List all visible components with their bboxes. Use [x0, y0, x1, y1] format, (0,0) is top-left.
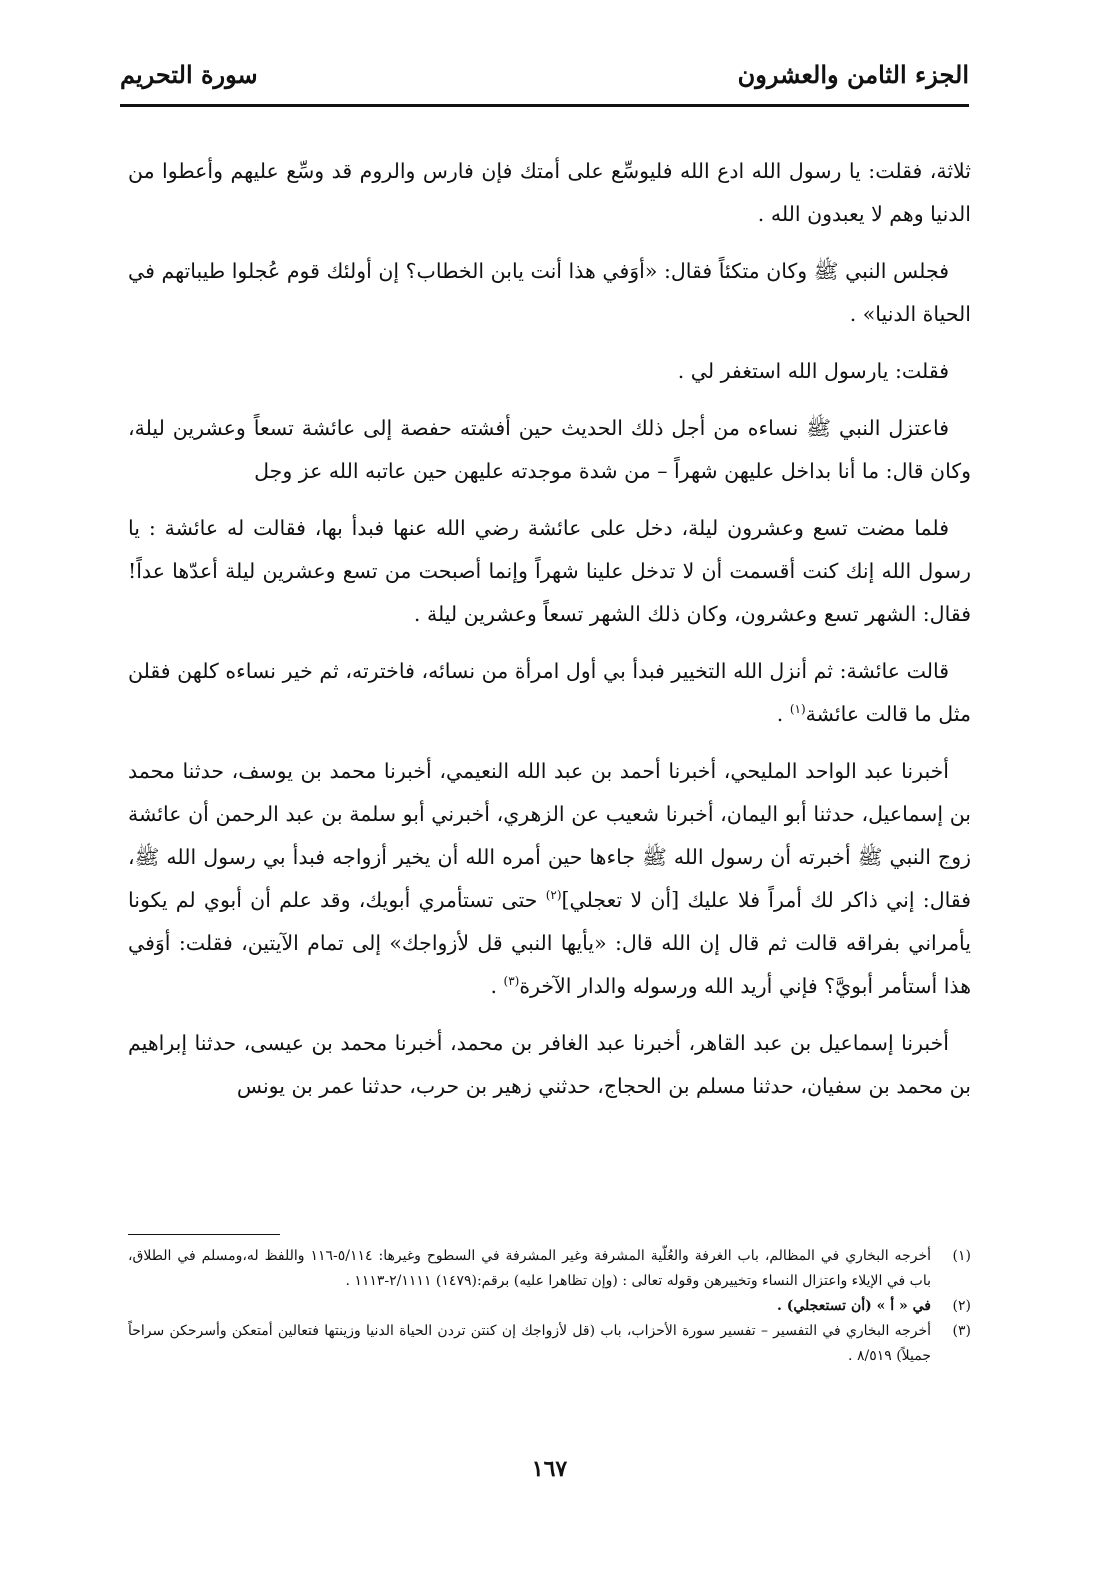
paragraph-1: ثلاثة، فقلت: يا رسول الله ادع الله فليوسِّع على أمتك فإن فارس والروم قد وسِّع عليهم وأعطوا من الدنيا وهم لا يعبدون الله . — [128, 159, 971, 226]
footnote-ref-1: (١) — [789, 702, 806, 717]
footnote-2 — [128, 1294, 971, 1319]
paragraph-7-text-a: أخبرنا عبد الواحد المليحي، أخبرنا أحمد بن عبد الله النعيمي، أخبرنا محمد بن يوسف، حدثنا محمد بن إسماعيل، حدثنا أبو اليمان، أخبرنا شعيب عن الزهري، أخبرني أبو سلمة بن عبد الرحمن أن عائشة زوج النبي ﷺ أخبرته أن رسول الله ﷺ جاءها حين أمره الله أن يخير أزواجه فبدأ بي رسول الله ﷺ، فقال: إني ذاكر لك أمراً فلا عليك [أن لا تعجلي] — [128, 759, 972, 912]
main-text — [128, 150, 971, 1122]
running-header — [120, 50, 969, 98]
footnote-ref-3: (٣) — [503, 974, 520, 989]
paragraph-3: فقلت: يارسول الله استغفر لي . — [677, 359, 949, 383]
footnote-3 — [128, 1319, 971, 1369]
footnote-text: أخرجه البخاري في المظالم، باب الغرفة والعُلّية المشرفة وغير المشرفة في السطوح وغيرها: ٥/١١٤-١١٦ واللفظ له،ومسلم في الطلاق، باب في الإيلاء واعتزال النساء وتخييرهن وقوله تعالى : (وإن تظاهرا عليه) برقم:(١٤٧٩) ٢/١١١١-١١١٣ . — [128, 1248, 931, 1289]
footnote-text: أخرجه البخاري في التفسير – تفسير سورة الأحزاب، باب (قل لأزواجك إن كنتن تردن الحياة الدنيا وزينتها فتعالين أمتعكن وأسرحكن سراحاً جميلاً) ٨/٥١٩ . — [128, 1323, 931, 1364]
footnote-divider — [128, 1234, 280, 1235]
paragraph-6-text: قالت عائشة: ثم أنزل الله التخيير فبدأ بي أول امرأة من نسائه، فاخترته، ثم خير نساءه كلهن فقلن مثل ما قالت عائشة — [128, 659, 971, 726]
paragraph-2: فجلس النبي ﷺ وكان متكئاً فقال: «أوَفي هذا أنت يابن الخطاب؟ إن أولئك قوم عُجلوا طيباتهم في الحياة الدنيا» . — [128, 259, 971, 326]
paragraph-6-end: . — [776, 702, 790, 726]
footnotes — [128, 1244, 971, 1369]
paragraph-7-end: . — [490, 974, 504, 998]
paragraph-5: فلما مضت تسع وعشرون ليلة، دخل على عائشة رضي الله عنها فبدأ بها، فقالت له عائشة : يا رسول الله إنك كنت أقسمت أن لا تدخل علينا شهراً وإنما أصبحت من تسع وعشرين ليلة أعدّها عداً! فقال: الشهر تسع وعشرون، وكان ذلك الشهر تسعاً وعشرين ليلة . — [128, 516, 971, 626]
paragraph-7 — [128, 750, 971, 1008]
paragraph-4: فاعتزل النبي ﷺ نساءه من أجل ذلك الحديث حين أفشته حفصة إلى عائشة تسعاً وعشرين ليلة، وكان قال: ما أنا بداخل عليهن شهراً – من شدة موجدته عليهن حين عاتبه الله عز وجل — [128, 416, 971, 483]
footnote-number: (٣) — [952, 1323, 971, 1339]
paragraph-6 — [128, 650, 971, 736]
footnote-text: في « أ » (أن تستعجلي) . — [777, 1298, 931, 1314]
footnote-ref-2: (٢) — [545, 888, 562, 903]
page-number: ١٦٧ — [531, 1456, 568, 1482]
paragraph-7-text-b: حتى تستأمري أبويك، وقد علم أن أبوي لم يكونا يأمراني بفراقه قالت ثم قال إن الله قال: «يأيها النبي قل لأزواجك» إلى تمام الآيتين، فقلت: أوَفي هذا أستأمر أبويَّ؟ فإني أريد الله ورسوله والدار الآخرة — [128, 888, 971, 998]
paragraph-8: أخبرنا إسماعيل بن عبد القاهر، أخبرنا عبد الغافر بن محمد، أخبرنا محمد بن عيسى، حدثنا إبراهيم بن محمد بن سفيان، حدثنا مسلم بن الحجاج، حدثني زهير بن حرب، حدثنا عمر بن يونس — [128, 1031, 971, 1098]
footnote-1 — [128, 1244, 971, 1294]
surah-title: سورة التحريم — [120, 59, 258, 89]
footnote-number: (٢) — [952, 1298, 971, 1314]
footnote-number: (١) — [952, 1248, 971, 1264]
header-divider — [120, 104, 969, 107]
part-title: الجزء الثامن والعشرون — [737, 59, 969, 89]
